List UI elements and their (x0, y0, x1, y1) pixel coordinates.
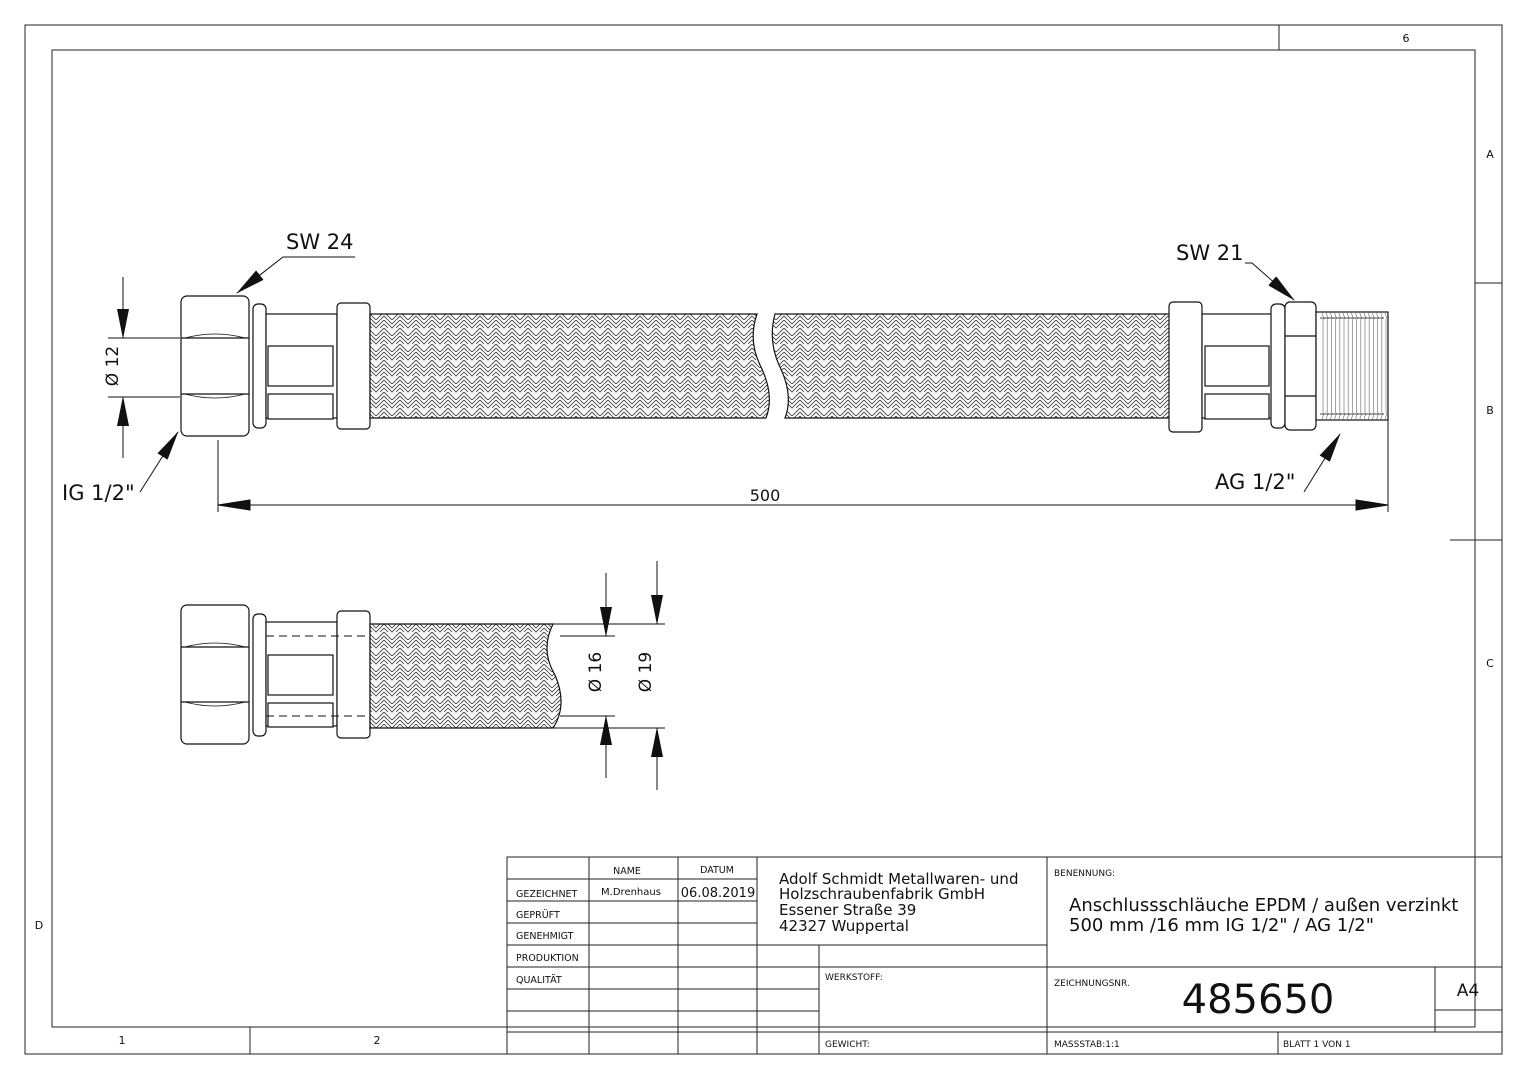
ig-thread-label: IG 1/2" (62, 481, 135, 505)
diameter-16-label: Ø 16 (586, 651, 606, 693)
zeichnungsnr-label: ZEICHNUNGSNR. (1054, 979, 1130, 989)
benennung-line-2: 500 mm /16 mm IG 1/2" / AG 1/2" (1069, 915, 1374, 936)
benennung-label: BENENNUNG: (1054, 869, 1116, 879)
diameter-12-label: Ø 12 (103, 345, 123, 387)
zone-label-bottom-1: 1 (118, 1034, 126, 1047)
zone-label-c: C (1486, 657, 1494, 670)
ag-thread-label: AG 1/2" (1215, 470, 1296, 494)
zone-label-top-6: 6 (1402, 32, 1410, 45)
right-sleeve (1169, 302, 1272, 432)
drawn-by-name: M.Drenhaus (601, 887, 661, 898)
format-value: A4 (1456, 981, 1480, 1001)
row-geprueft: GEPRÜFT (516, 910, 560, 921)
row-genehmigt: GENEHMIGT (516, 931, 574, 942)
row-gezeichnet: GEZEICHNET (516, 889, 578, 900)
company-line-2: Holzschraubenfabrik GmbH (779, 885, 986, 903)
hose-assembly-main-view (181, 296, 1388, 436)
zeichnungsnr-value: 485650 (1181, 977, 1335, 1023)
zone-label-d: D (34, 919, 44, 932)
braided-hose-right (772, 314, 1170, 418)
zone-label-bottom-2: 2 (373, 1034, 381, 1047)
col-header-datum: DATUM (700, 865, 734, 876)
braided-hose-left (370, 314, 769, 418)
male-thread-end (1316, 312, 1388, 420)
company-line-1: Adolf Schmidt Metallwaren- und (779, 870, 1019, 888)
benennung-line-1: Anschlussschläuche EPDM / außen verzinkt (1069, 895, 1459, 916)
hose-detail-view (181, 605, 561, 744)
length-dimension-label: 500 (749, 486, 781, 505)
left-collar-ring (253, 304, 266, 428)
blatt-label: BLATT 1 VON 1 (1283, 1040, 1351, 1050)
sw-21-label: SW 21 (1176, 241, 1244, 265)
right-collar-ring (1271, 304, 1285, 428)
drawn-date: 06.08.2019 (680, 886, 756, 901)
row-qualitaet: QUALITÄT (516, 975, 562, 986)
detail-hex-nut (181, 605, 249, 744)
detail-collar-ring (253, 614, 266, 736)
right-hex-nut (1285, 302, 1316, 430)
zone-label-a: A (1486, 148, 1494, 161)
detail-braided-hose (370, 624, 561, 728)
diameter-19-label: Ø 19 (636, 651, 656, 693)
company-line-3: Essener Straße 39 (779, 901, 917, 919)
left-sleeve (266, 303, 370, 429)
zone-label-b: B (1486, 404, 1494, 417)
gewicht-label: GEWICHT: (825, 1040, 870, 1050)
row-produktion: PRODUKTION (516, 953, 579, 964)
werkstoff-label: WERKSTOFF: (825, 973, 883, 983)
massstab-label: MASSSTAB:1:1 (1054, 1040, 1120, 1050)
left-hex-nut (181, 296, 249, 436)
col-header-name: NAME (613, 866, 641, 877)
company-line-4: 42327 Wuppertal (779, 917, 909, 935)
sw-24-label: SW 24 (286, 230, 354, 254)
detail-sleeve (266, 611, 370, 738)
